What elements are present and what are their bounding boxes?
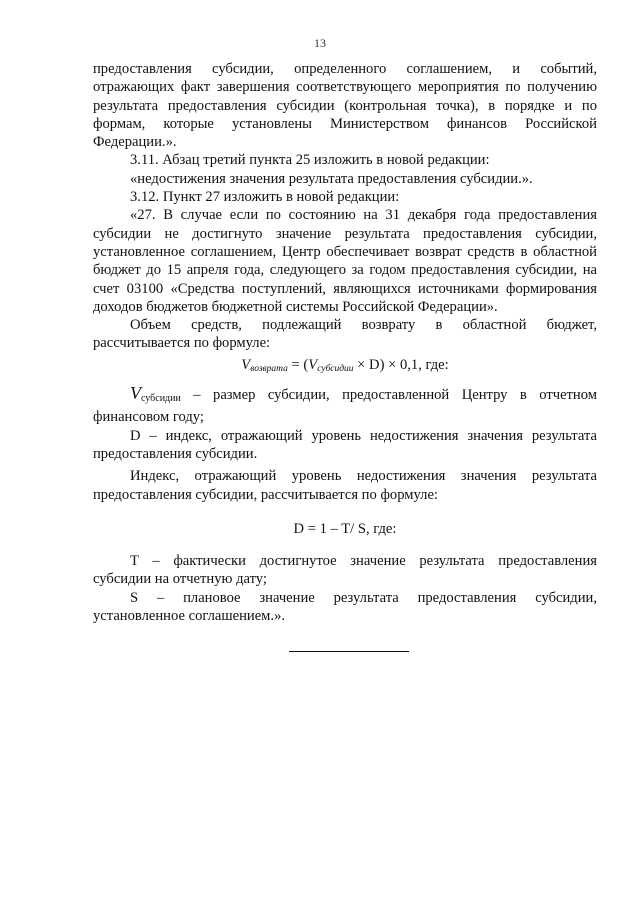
formula-sub-subsidy: субсидии xyxy=(317,363,354,374)
paragraph-27: «27. В случае если по состоянию на 31 декабря года предоставления субсидии не достигнуто значение результата предоставления субсидии, установленное соглашением, Центр обеспечивает возврат средств в областной бюджет до 15 апреля года, следующего за годом предоставления субсидии, на счет 03100 «Средства поступлений, являющихся источниками формирования доходов бюджетов бюджетной системы Российской Федерации». xyxy=(93,207,597,315)
formula-eq-open: = ( xyxy=(287,356,309,373)
definition-d: D – индекс, отражающий уровень недостижения значения результата предоставления субсидии. xyxy=(93,427,597,462)
definition-t: T – фактически достигнутое значение результата предоставления субсидии на отчетную дату; xyxy=(93,553,597,588)
formula-v-symbol-2: V xyxy=(308,356,318,373)
def-v-subscript: субсидии xyxy=(141,393,181,405)
formula-rest: × D) × 0,1, где: xyxy=(353,356,449,373)
paragraph-index: Индекс, отражающий уровень недостижения значения результата предоставления субсидии, рассчитывается по формуле: xyxy=(93,468,597,503)
paragraph-3-12: 3.12. Пункт 27 изложить в новой редакции: xyxy=(130,189,400,206)
formula-sub-return: возврата xyxy=(250,363,288,374)
page-number: 13 xyxy=(314,36,326,50)
formula-return xyxy=(93,356,597,378)
document-body xyxy=(93,60,597,625)
def-v-symbol: V xyxy=(130,383,141,404)
paragraph-quote-25: «недостижения значения результата предоставления субсидии.». xyxy=(130,170,533,187)
paragraph-control-point: предоставления субсидии, определенного соглашением, и событий, отражающих факт завершения соответствующего мероприятия по получению результата предоставления субсидии (контрольная точка), в порядке и по формам, которые установлены Министерством финансов Российской Федерации.». xyxy=(93,61,597,151)
formula-index: D = 1 – T/ S, где: xyxy=(293,520,397,537)
def-v-text: – размер субсидии, предоставленной Центру в отчетном финансовом году; xyxy=(93,387,597,426)
end-divider-line xyxy=(289,651,409,652)
formula-v-symbol: V xyxy=(241,356,251,373)
definition-s: S – плановое значение результата предоставления субсидии, установленное соглашением.». xyxy=(93,589,597,625)
paragraph-volume: Объем средств, подлежащий возврату в областной бюджет, рассчитывается по формуле: xyxy=(93,317,597,352)
definition-v xyxy=(93,384,597,427)
paragraph-3-11: 3.11. Абзац третий пункта 25 изложить в новой редакции: xyxy=(130,152,490,169)
